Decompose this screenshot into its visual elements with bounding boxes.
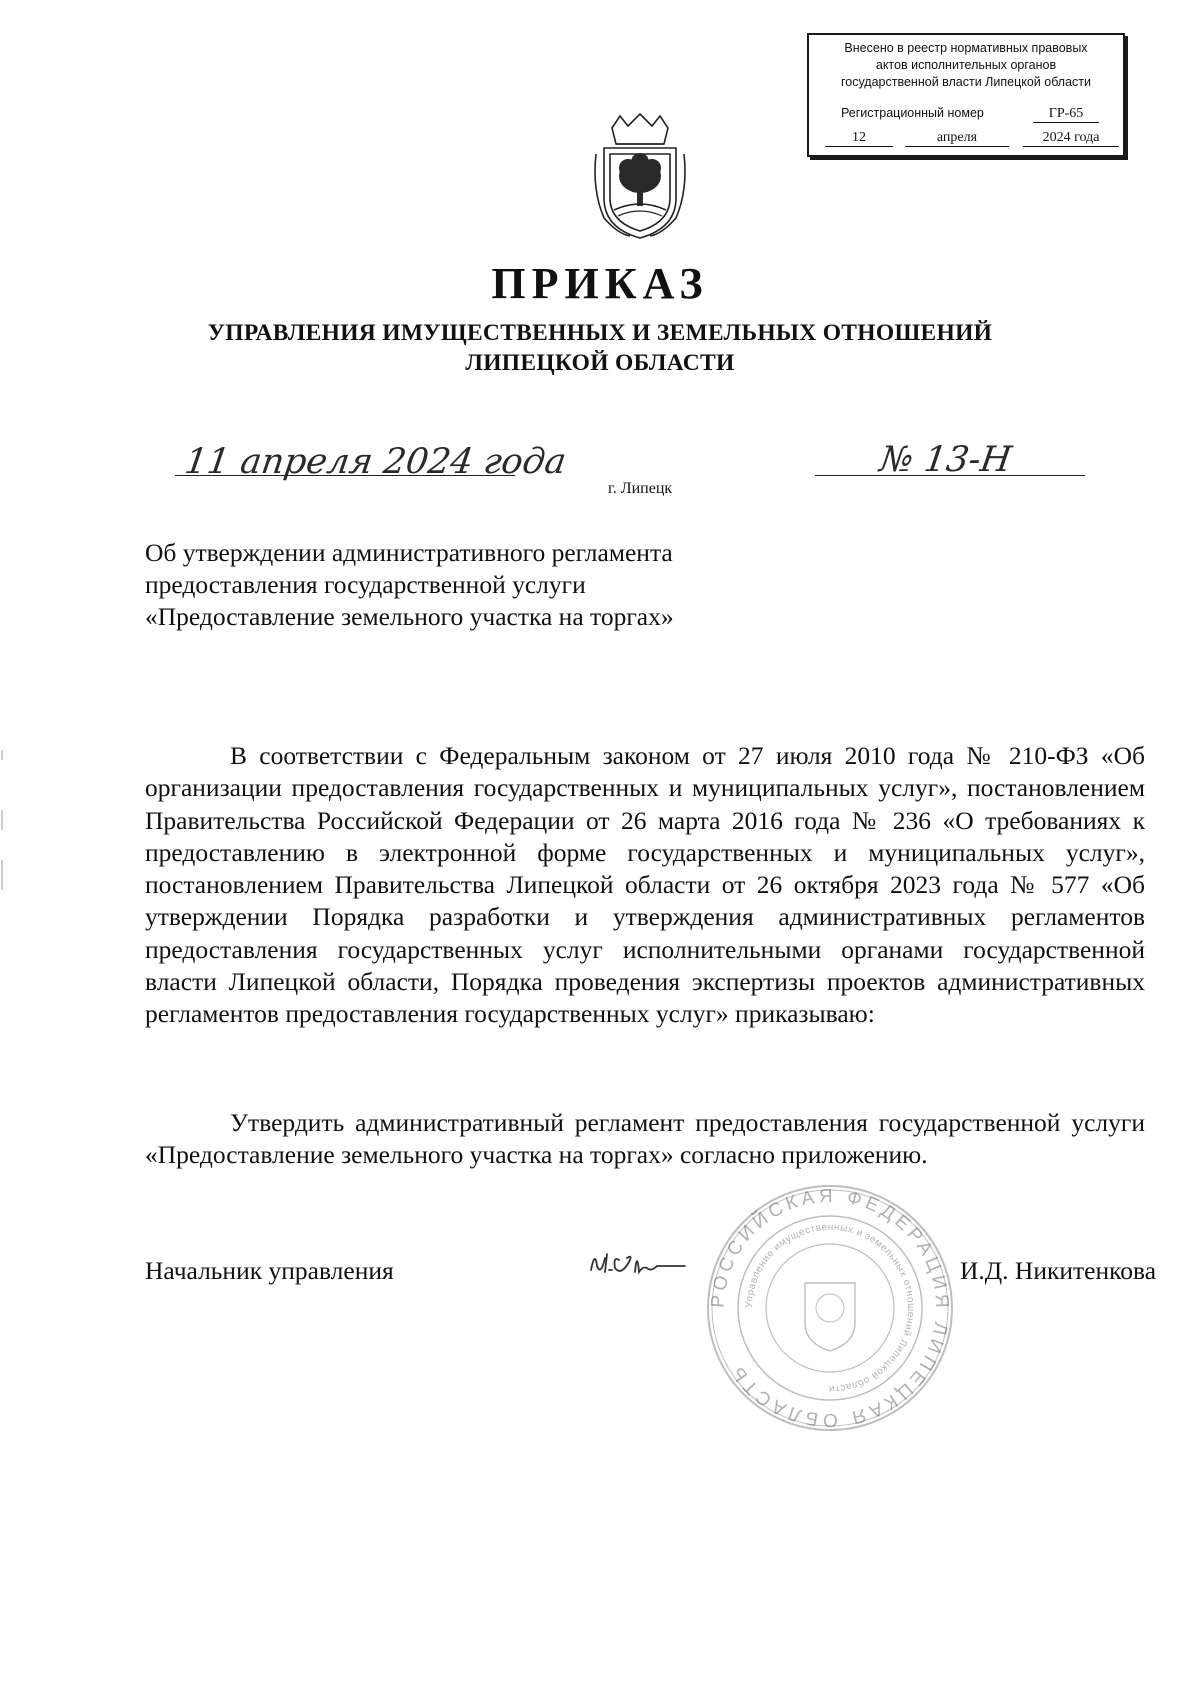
handwritten-date: 11 апреля 2024 года xyxy=(182,442,569,482)
registry-year: 2024 года xyxy=(1023,129,1119,147)
signature-icon xyxy=(585,1236,695,1282)
seal-inner-text: Управление имущественных и земельных отношений Липецкой области xyxy=(743,1221,917,1395)
preamble-paragraph: В соответствии с Федеральным законом от 27 июля 2010 года № 210-ФЗ «Об организации предоставления государственных и муниципальных услуг», постановлением Правительства Российской Федерации от 26 марта 2016 года № 236 «О требованиях к предоставлению в электронной форме государственных и муниципальных услуг», постановлением Правительства Липецкой области от 26 октября 2023 года № 577 «Об утверждении Порядка разработки и утверждения административных регламентов предоставления государственных услуг исполнительными органами государственной власти Липецкой области, Порядка проведения экспертизы проектов административных регламентов предоставления государственных услуг» приказываю: xyxy=(145,741,1145,1029)
registry-line-1: Внесено в реестр нормативных правовых xyxy=(844,41,1088,55)
handwritten-number: № 13-Н xyxy=(877,440,1014,480)
registry-line-2: актов исполнительных органов xyxy=(875,58,1057,72)
order-paragraph: Утвердить административный регламент предоставления государственной услуги «Предоставление земельного участка на торгах» согласно приложению. xyxy=(145,1108,1145,1170)
official-seal-icon xyxy=(705,1183,955,1433)
order-subject: Об утверждении административного регламента предоставления государственной услуги «Предоставление земельного участка на торгах» xyxy=(145,538,674,631)
signer-name: И.Д. Никитенкова xyxy=(960,1256,1157,1285)
registry-day: 12 xyxy=(825,129,893,147)
registry-number-label: Регистрационный номер xyxy=(841,106,984,120)
city-label: г. Липецк xyxy=(608,480,673,497)
registry-month: апреля xyxy=(905,129,1009,147)
document-title: ПРИКАЗ xyxy=(491,259,709,308)
issuer-line-2: ЛИПЕЦКОЙ ОБЛАСТИ xyxy=(465,350,735,376)
issuer-line-1: УПРАВЛЕНИЯ ИМУЩЕСТВЕННЫХ И ЗЕМЕЛЬНЫХ ОТНОШЕНИЙ xyxy=(207,320,993,346)
signer-position: Начальник управления xyxy=(145,1256,394,1285)
svg-text:Управление имущественных и зем xyxy=(744,1222,916,1394)
registry-number: ГР-65 xyxy=(1033,105,1099,123)
registry-line-3: государственной власти Липецкой области xyxy=(840,75,1092,89)
seal-outer-text: РОССИЙСКАЯ ФЕДЕРАЦИЯ ЛИПЕЦКАЯ ОБЛАСТЬ xyxy=(707,1185,953,1431)
registry-stamp xyxy=(807,33,1125,157)
date-underline xyxy=(175,475,515,476)
coat-of-arms-icon xyxy=(590,110,690,240)
number-underline xyxy=(815,475,1085,476)
scan-margin-marks xyxy=(0,750,4,930)
